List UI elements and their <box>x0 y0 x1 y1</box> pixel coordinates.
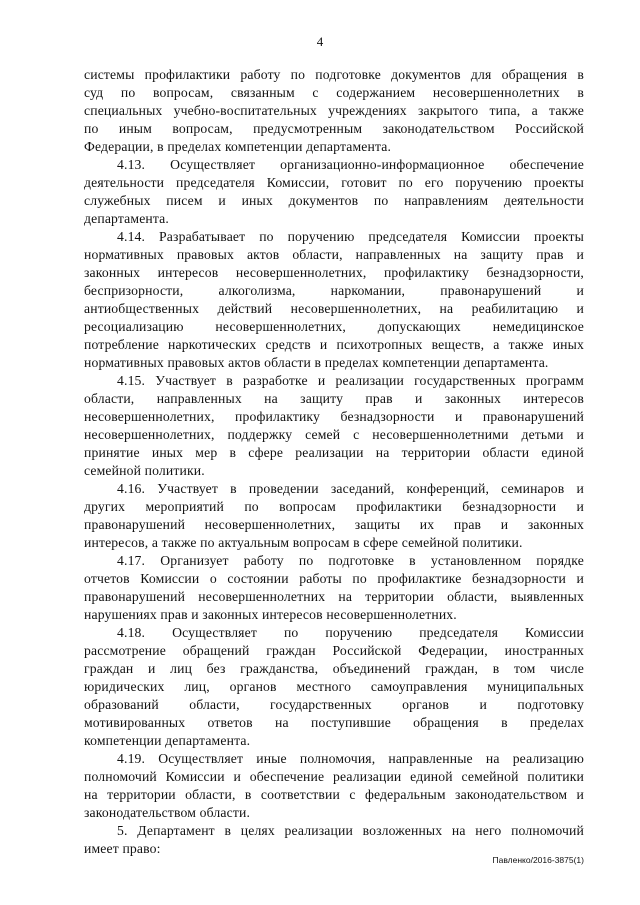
text-line: несовершеннолетних, профилактику безнадзорности и правонарушений <box>84 409 584 424</box>
text-line: ресоциализацию несовершеннолетних, допускающих немедицинское <box>84 319 584 334</box>
text-line: 4.15. Участвует в разработке и реализации государственных программ <box>117 373 584 388</box>
text-line: 4.18. Осуществляет по поручению председателя Комиссии <box>117 625 584 640</box>
text-line: полномочий Комиссии и обеспечение реализации единой семейной политики <box>84 769 584 784</box>
text-line: других мероприятий по вопросам профилактики безнадзорности и <box>84 499 584 514</box>
text-line: отчетов Комиссии о состоянии работы по профилактике безнадзорности и <box>84 571 584 586</box>
text-line: беспризорности, алкоголизма, наркомании, правонарушений и <box>84 283 584 298</box>
text-line: 4.13. Осуществляет организационно-информационное обеспечение <box>117 157 584 172</box>
document-reference: Павленко/2016-3875(1) <box>492 855 584 865</box>
text-line: рассмотрение обращений граждан Российской Федерации, иностранных <box>84 643 584 658</box>
text-line: мотивированных ответов на поступившие обращения в пределах <box>84 715 584 730</box>
text-line: на территории области, в соответствии с федеральным законодательством и <box>84 787 584 802</box>
document-body <box>84 66 584 858</box>
text-line: несовершеннолетних, поддержку семей с несовершеннолетними детьми и <box>84 427 584 442</box>
text-line: 4.16. Участвует в проведении заседаний, конференций, семинаров и <box>117 481 584 496</box>
text-line: законных интересов несовершеннолетних, профилактику безнадзорности, <box>84 265 584 280</box>
text-line: правонарушений несовершеннолетних, защиты их прав и законных <box>84 517 584 532</box>
text-line: потребление наркотических средств и психотропных веществ, а также иных <box>84 337 584 352</box>
text-line: 4.17. Организует работу по подготовке в установленном порядке <box>117 553 584 568</box>
text-line: 4.19. Осуществляет иные полномочия, направленные на реализацию <box>117 751 584 766</box>
text-line: деятельности председателя Комиссии, готовит по его поручению проекты <box>84 175 584 190</box>
text-line: нарушениях прав и законных интересов несовершеннолетних. <box>84 607 457 622</box>
text-line: департамента. <box>84 211 169 226</box>
text-line: законодательством области. <box>84 805 251 820</box>
text-line: юридических лиц, органов местного самоуправления муниципальных <box>84 679 584 694</box>
text-line: 5. Департамент в целях реализации возложенных на него полномочий <box>117 823 584 838</box>
text-line: семейной политики. <box>84 463 205 478</box>
text-line: правонарушений несовершеннолетних на территории области, выявленных <box>84 589 584 604</box>
text-line: области, направленных на защиту прав и законных интересов <box>84 391 584 406</box>
text-line: интересов, а также по актуальным вопросам в сфере семейной политики. <box>84 535 523 550</box>
text-line: образований области, государственных органов и подготовку <box>84 697 584 712</box>
text-line: нормативных правовых актов области, направленных на защиту прав и <box>84 247 584 262</box>
text-line: 4.14. Разрабатывает по поручению председателя Комиссии проекты <box>117 229 584 244</box>
text-line: граждан и лиц без гражданства, объединений граждан, в том числе <box>84 661 584 676</box>
text-line: принятие иных мер в сфере реализации на территории области единой <box>84 445 584 460</box>
text-line: специальных учебно-воспитательных учреждениях закрытого типа, а также <box>84 103 584 118</box>
text-line: по иным вопросам, предусмотренным законодательством Российской <box>84 121 584 136</box>
text-line: суд по вопросам, связанным с содержанием несовершеннолетних в <box>84 85 584 100</box>
text-line: нормативных правовых актов области в пределах компетенции департамента. <box>84 355 549 370</box>
text-line: компетенции департамента. <box>84 733 251 748</box>
text-line: имеет право: <box>84 841 161 856</box>
text-line: Федерации, в пределах компетенции департамента. <box>84 139 392 154</box>
text-line: системы профилактики работу по подготовке документов для обращения в <box>84 67 584 82</box>
page-number: 4 <box>316 34 324 49</box>
text-line: служебных писем и иных документов по направлениям деятельности <box>84 193 584 208</box>
text-line: антиобщественных действий несовершеннолетних, на реабилитацию и <box>84 301 584 316</box>
